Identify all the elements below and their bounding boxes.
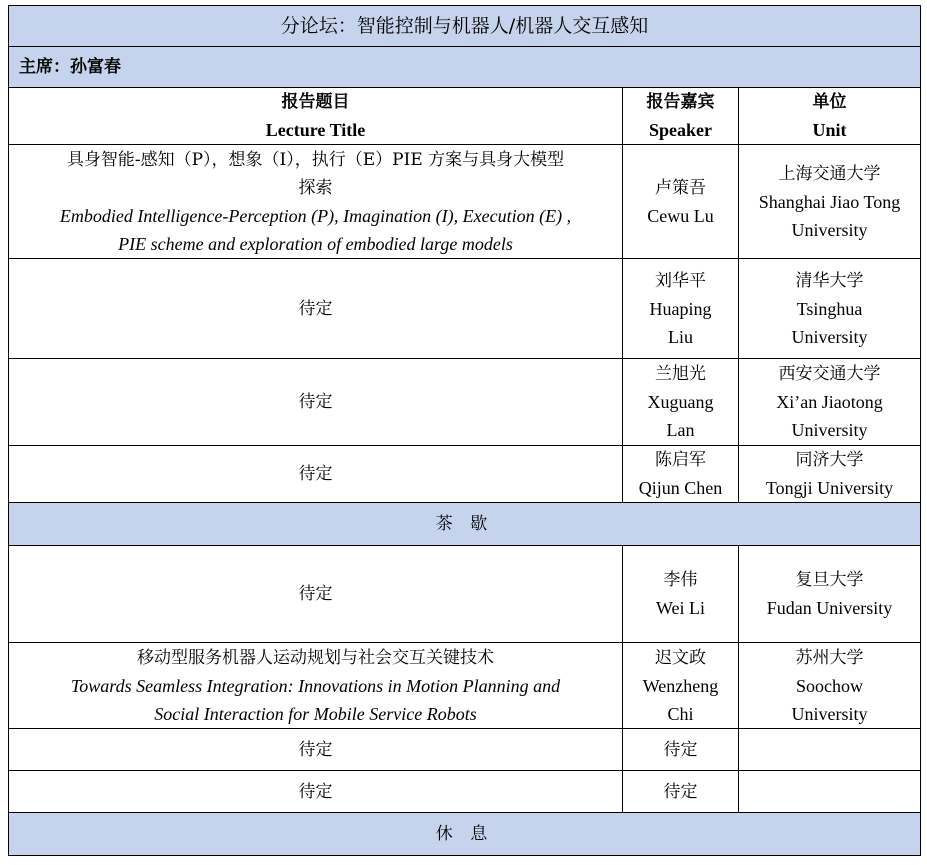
speaker-en: Qijun Chen [638,478,723,498]
speaker [623,546,739,643]
unit-cn: 同济大学 [795,450,864,470]
table-row [9,259,921,359]
lecture-title [9,643,623,729]
unit-en: Shanghai Jiao Tong [758,191,901,212]
unit-en: Soochow [796,675,863,696]
header-unit-en: Unit [812,120,847,140]
unit-cn: 清华大学 [795,270,864,291]
speaker-cn: 兰旭光 [655,364,706,384]
speaker-en: Lan [666,420,695,440]
header-speaker [623,88,739,145]
lecture-title-en: PIE scheme and exploration of embodied large models [118,233,513,254]
forum-title: 分论坛：智能控制与机器人/机器人交互感知 [9,6,921,47]
unit [739,259,921,359]
unit-en: Xi’an Jiaotong [776,392,883,412]
unit-en: Fudan University [766,598,893,618]
unit [739,643,921,729]
table-row [9,546,921,643]
speaker-cn: 迟文政 [655,647,706,668]
speaker-en: Cewu Lu [647,205,714,226]
unit-en: University [791,703,868,724]
table-row [9,145,921,259]
forum-title-row [9,6,921,47]
unit-en: Tsinghua [796,298,863,319]
lecture-title-cn: 探索 [298,177,333,198]
tea-break: 茶 歇 [9,503,921,546]
rest-break: 休 息 [9,813,921,856]
unit [739,145,921,259]
lecture-title: 待定 [9,259,623,359]
tea-break-row [9,503,921,546]
speaker-en: Wenzheng [642,675,719,696]
speaker-en: Wei Li [655,598,706,618]
lecture-title-cn: 移动型服务机器人运动规划与社会交互关键技术 [137,647,494,668]
lecture-title: 待定 [9,729,623,771]
unit-en: Tongji University [765,478,894,498]
header-unit-cn: 单位 [812,92,847,112]
lecture-title-en: Social Interaction for Mobile Service Robots [154,703,477,724]
unit-cn: 复旦大学 [795,570,864,590]
lecture-title [9,145,623,259]
lecture-title-en: Towards Seamless Integration: Innovations in Motion Planning and [70,675,561,696]
unit-en: University [791,219,868,240]
chair: 主席：孙富春 [9,47,921,88]
unit [739,771,921,813]
speaker-en: Chi [667,703,694,724]
speaker-cn: 刘华平 [655,270,706,291]
unit [739,729,921,771]
table-row [9,643,921,729]
table-row [9,771,921,813]
speaker [623,259,739,359]
unit-cn: 苏州大学 [795,647,864,668]
agenda-table [8,5,921,856]
lecture-title: 待定 [9,359,623,446]
speaker [623,145,739,259]
agenda-table-container [8,5,920,856]
chair-row [9,47,921,88]
speaker: 待定 [623,771,739,813]
speaker-en: Liu [668,326,693,347]
speaker [623,643,739,729]
lecture-title: 待定 [9,446,623,503]
speaker-en: Xuguang [647,392,714,412]
unit-en: University [791,420,868,440]
speaker-en: Huaping [649,298,712,319]
unit-cn: 西安交通大学 [778,364,881,384]
table-row [9,446,921,503]
unit-en: University [791,326,868,347]
header-speaker-en: Speaker [649,120,712,140]
unit [739,546,921,643]
lecture-title-en: Embodied Intelligence-Perception (P), Imagination (I), Execution (E) , [59,205,572,226]
header-unit [739,88,921,145]
unit-cn: 上海交通大学 [778,163,881,184]
lecture-title: 待定 [9,771,623,813]
speaker: 待定 [623,729,739,771]
speaker-cn: 李伟 [663,570,698,590]
speaker [623,359,739,446]
table-row [9,359,921,446]
header-row [9,88,921,145]
speaker [623,446,739,503]
table-row [9,729,921,771]
header-speaker-cn: 报告嘉宾 [646,92,715,112]
rest-break-row [9,813,921,856]
header-title-cn: 报告题目 [281,92,350,112]
speaker-cn: 卢策吾 [655,177,706,198]
lecture-title-cn: 具身智能-感知（P），想象（I），执行（E）PIE 方案与具身大模型 [66,149,565,170]
header-title [9,88,623,145]
unit [739,359,921,446]
lecture-title: 待定 [9,546,623,643]
unit [739,446,921,503]
header-title-en: Lecture Title [265,120,366,140]
speaker-cn: 陈启军 [655,450,706,470]
